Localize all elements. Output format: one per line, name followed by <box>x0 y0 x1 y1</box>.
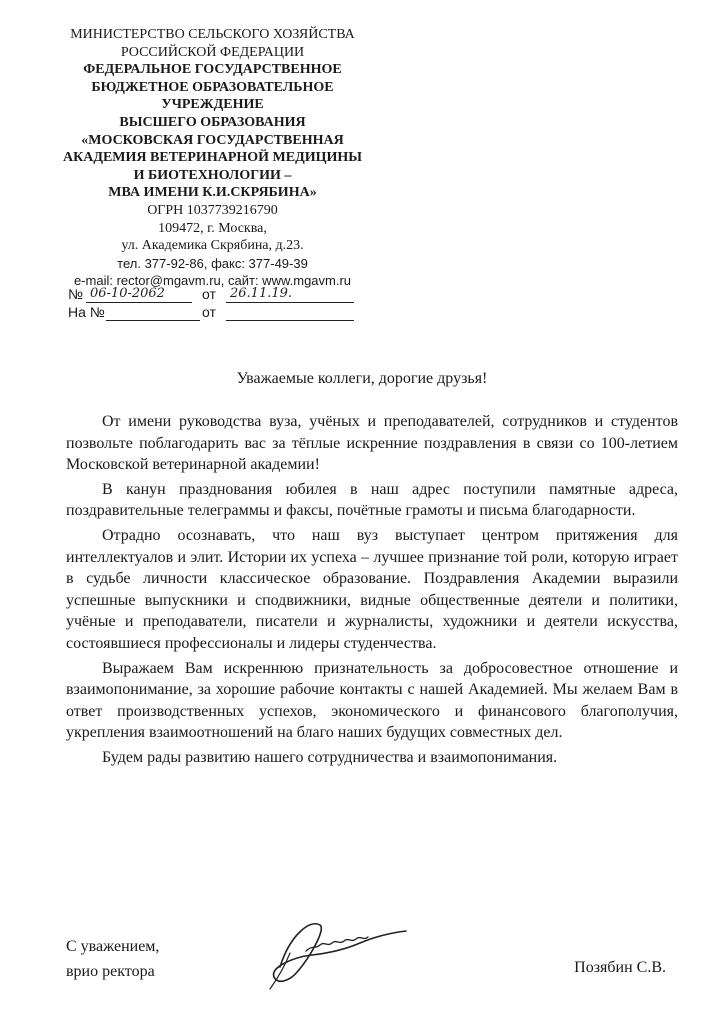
letterhead-line: И БИОТЕХНОЛОГИИ – <box>133 167 292 183</box>
email-website: e-mail: rector@mgavm.ru, сайт: www.mgavm.ru <box>73 273 352 289</box>
reply-date-blank <box>226 304 354 321</box>
handwritten-signature <box>250 905 410 995</box>
letterhead-line: ФЕДЕРАЛЬНОЕ ГОСУДАРСТВЕННОЕ <box>83 62 342 78</box>
letterhead-line: МИНИСТЕРСТВО СЕЛЬСКОГО ХОЗЯЙСТВА <box>70 27 355 42</box>
closing-position: врио ректора <box>66 963 155 980</box>
body-paragraph: Выражаем Вам искреннюю признательность за добросовестное отношение и взаимопонимание, за хорошие рабочие контакты с нашей Академией. Мы желаем Вам в ответ производственных успехов, экономического и финансового благополучия, укрепления взаимоотношений на благо наших будущих совместных дел. <box>66 659 678 742</box>
closing <box>66 934 159 984</box>
letterhead-line: ВЫСШЕГО ОБРАЗОВАНИЯ <box>119 114 306 130</box>
letter-body <box>66 411 678 772</box>
date-label: от <box>202 286 216 302</box>
street-address: ул. Академика Скрябина, д.23. <box>121 238 304 254</box>
signer-name: Позябин С.В. <box>574 959 666 976</box>
body-paragraph: От имени руководства вуза, учёных и преподавателей, сотрудников и студентов позвольте поблагодарить вас за тёплые искренние поздравления в связи со 100-летием Московской ветеринарной академии! <box>66 413 678 474</box>
reply-number-label: На № <box>68 304 105 320</box>
date-value: 26.11.19. <box>226 286 354 303</box>
letterhead-line: БЮДЖЕТНОЕ ОБРАЗОВАТЕЛЬНОЕ <box>91 79 334 95</box>
letterhead-line: МВА ИМЕНИ К.И.СКРЯБИНА» <box>108 185 317 201</box>
reply-number-line <box>68 304 368 322</box>
body-paragraph: Будем рады развитию нашего сотрудничества и взаимопонимания. <box>102 748 558 766</box>
postal-address: 109472, г. Москва, <box>158 220 267 236</box>
body-paragraph: Отрадно осознавать, что наш вуз выступает центром притяжения для интеллектуалов и элит. Истории их успеха – лучшее признание той роли, которую играет в судьбе личности классическое образование. Поздравления Академии выразили успешные выпускники и сподвижники, видные общественные деятели и политики, учёные и преподаватели, писатели и журналисты, художники и деятели искусства, состоявшиеся профессионалы и лидеры студенчества. <box>66 526 678 652</box>
body-paragraph: В канун празднования юбилея в наш адрес поступили памятные адреса, поздравительные телеграммы и факсы, почётные грамоты и письма благодарности. <box>66 480 678 520</box>
number-value: 06-10-2062 <box>86 286 192 303</box>
ogrn: ОГРН 1037739216790 <box>147 202 278 218</box>
letterhead-line: РОССИЙСКОЙ ФЕДЕРАЦИИ <box>120 44 305 60</box>
closing-regards: С уважением, <box>66 938 160 955</box>
reply-date-label: от <box>202 304 216 320</box>
letterhead <box>30 26 395 290</box>
reply-number-blank <box>106 304 200 321</box>
letterhead-line: «МОСКОВСКАЯ ГОСУДАРСТВЕННАЯ <box>81 132 344 148</box>
number-label: № <box>68 286 84 302</box>
salutation: Уважаемые коллеги, дорогие друзья! <box>236 370 488 387</box>
phone-fax: тел. 377-92-86, факс: 377-49-39 <box>117 255 308 271</box>
letterhead-line: АКАДЕМИЯ ВЕТЕРИНАРНОЙ МЕДИЦИНЫ <box>62 150 363 166</box>
letterhead-line: УЧРЕЖДЕНИЕ <box>161 97 264 113</box>
outgoing-number-line <box>68 286 368 304</box>
